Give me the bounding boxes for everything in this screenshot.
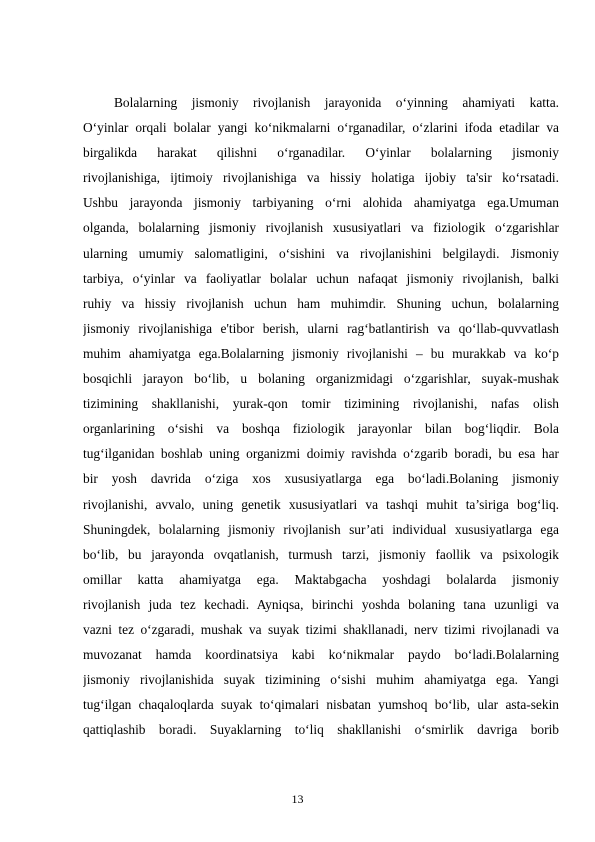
text-line: birgalikda harakat qilishni o‘rganadilar. O‘yinlar bolalarning jismoniy xyxy=(83,145,559,161)
text-line: tarbiya, o‘yinlar va faoliyatlar bolalar uchun nafaqat jismoniy rivojlanish, balki xyxy=(83,270,559,286)
text-line: jismoniy rivojlanishiga e'tibor berish, ularni rag‘batlantirish va qo‘llab-quvvatlash xyxy=(83,320,559,336)
text-line: jismoniy rivojlanishida suyak tizimining o‘sishi muhim ahamiyatga ega. Yangi xyxy=(83,672,559,688)
text-line: O‘yinlar orqali bolalar yangi ko‘nikmalarni o‘rganadilar, o‘zlarini ifoda etadilar va xyxy=(83,120,559,136)
text-line: ularning umumiy salomatligini, o‘sishini va rivojlanishini belgilaydi. Jismoniy xyxy=(83,245,559,261)
text-line: bosqichli jarayon bo‘lib, u bolaning organizmidagi o‘zgarishlar, suyak-mushak xyxy=(83,371,559,387)
text-line: Ushbu jarayonda jismoniy tarbiyaning o‘rni alohida ahamiyatga ega.Umuman xyxy=(83,195,559,211)
text-line: olganda, bolalarning jismoniy rivojlanish xususiyatlari va fiziologik o‘zgarishlar xyxy=(83,220,559,236)
text-line: muvozanat hamda koordinatsiya kabi ko‘nikmalar paydo bo‘ladi.Bolalarning xyxy=(83,647,559,663)
text-line: tizimining shakllanishi, yurak-qon tomir tizimining rivojlanishi, nafas olish xyxy=(83,396,559,412)
text-line: tug‘ilgan chaqaloqlarda suyak to‘qimalari nisbatan yumshoq bo‘lib, ular asta-sekin xyxy=(83,697,559,713)
body-paragraph xyxy=(83,90,559,742)
text-line: omillar katta ahamiyatga ega. Maktabgacha yoshdagi bolalarda jismoniy xyxy=(83,571,559,587)
text-line: tug‘ilganidan boshlab uning organizmi doimiy ravishda o‘zgarib boradi, bu esa har xyxy=(83,446,559,462)
text-line: Bolalarning jismoniy rivojlanish jarayonida o‘yinning ahamiyati katta. xyxy=(114,95,559,110)
text-line: muhim ahamiyatga ega.Bolalarning jismoniy rivojlanishi – bu murakkab va ko‘p xyxy=(83,345,559,361)
page-number: 13 xyxy=(291,792,304,806)
text-line: rivojlanishiga, ijtimoiy rivojlanishiga va hissiy holatiga ijobiy ta'sir ko‘rsatadi. xyxy=(83,170,559,186)
text-line: Shuningdek, bolalarning jismoniy rivojlanish sur’ati individual xususiyatlarga ega xyxy=(83,521,559,537)
text-line: qattiqlashib boradi. Suyaklarning to‘liq shakllanishi o‘smirlik davriga borib xyxy=(83,722,559,738)
text-line: vazni tez o‘zgaradi, mushak va suyak tizimi shakllanadi, nerv tizimi rivojlanadi va xyxy=(83,621,559,637)
text-line: ruhiy va hissiy rivojlanish uchun ham muhimdir. Shuning uchun, bolalarning xyxy=(83,295,559,311)
text-line: bir yosh davrida o‘ziga xos xususiyatlarga ega bo‘ladi.Bolaning jismoniy xyxy=(83,471,559,487)
text-line: rivojlanishi, avvalo, uning genetik xususiyatlari va tashqi muhit ta’siriga bog‘liq. xyxy=(83,496,559,512)
text-line: organlarining o‘sishi va boshqa fiziologik jarayonlar bilan bog‘liqdir. Bola xyxy=(83,421,559,437)
text-line: bo‘lib, bu jarayonda ovqatlanish, turmush tarzi, jismoniy faollik va psixologik xyxy=(83,546,559,562)
text-line: rivojlanish juda tez kechadi. Ayniqsa, birinchi yoshda bolaning tana uzunligi va xyxy=(83,596,559,612)
